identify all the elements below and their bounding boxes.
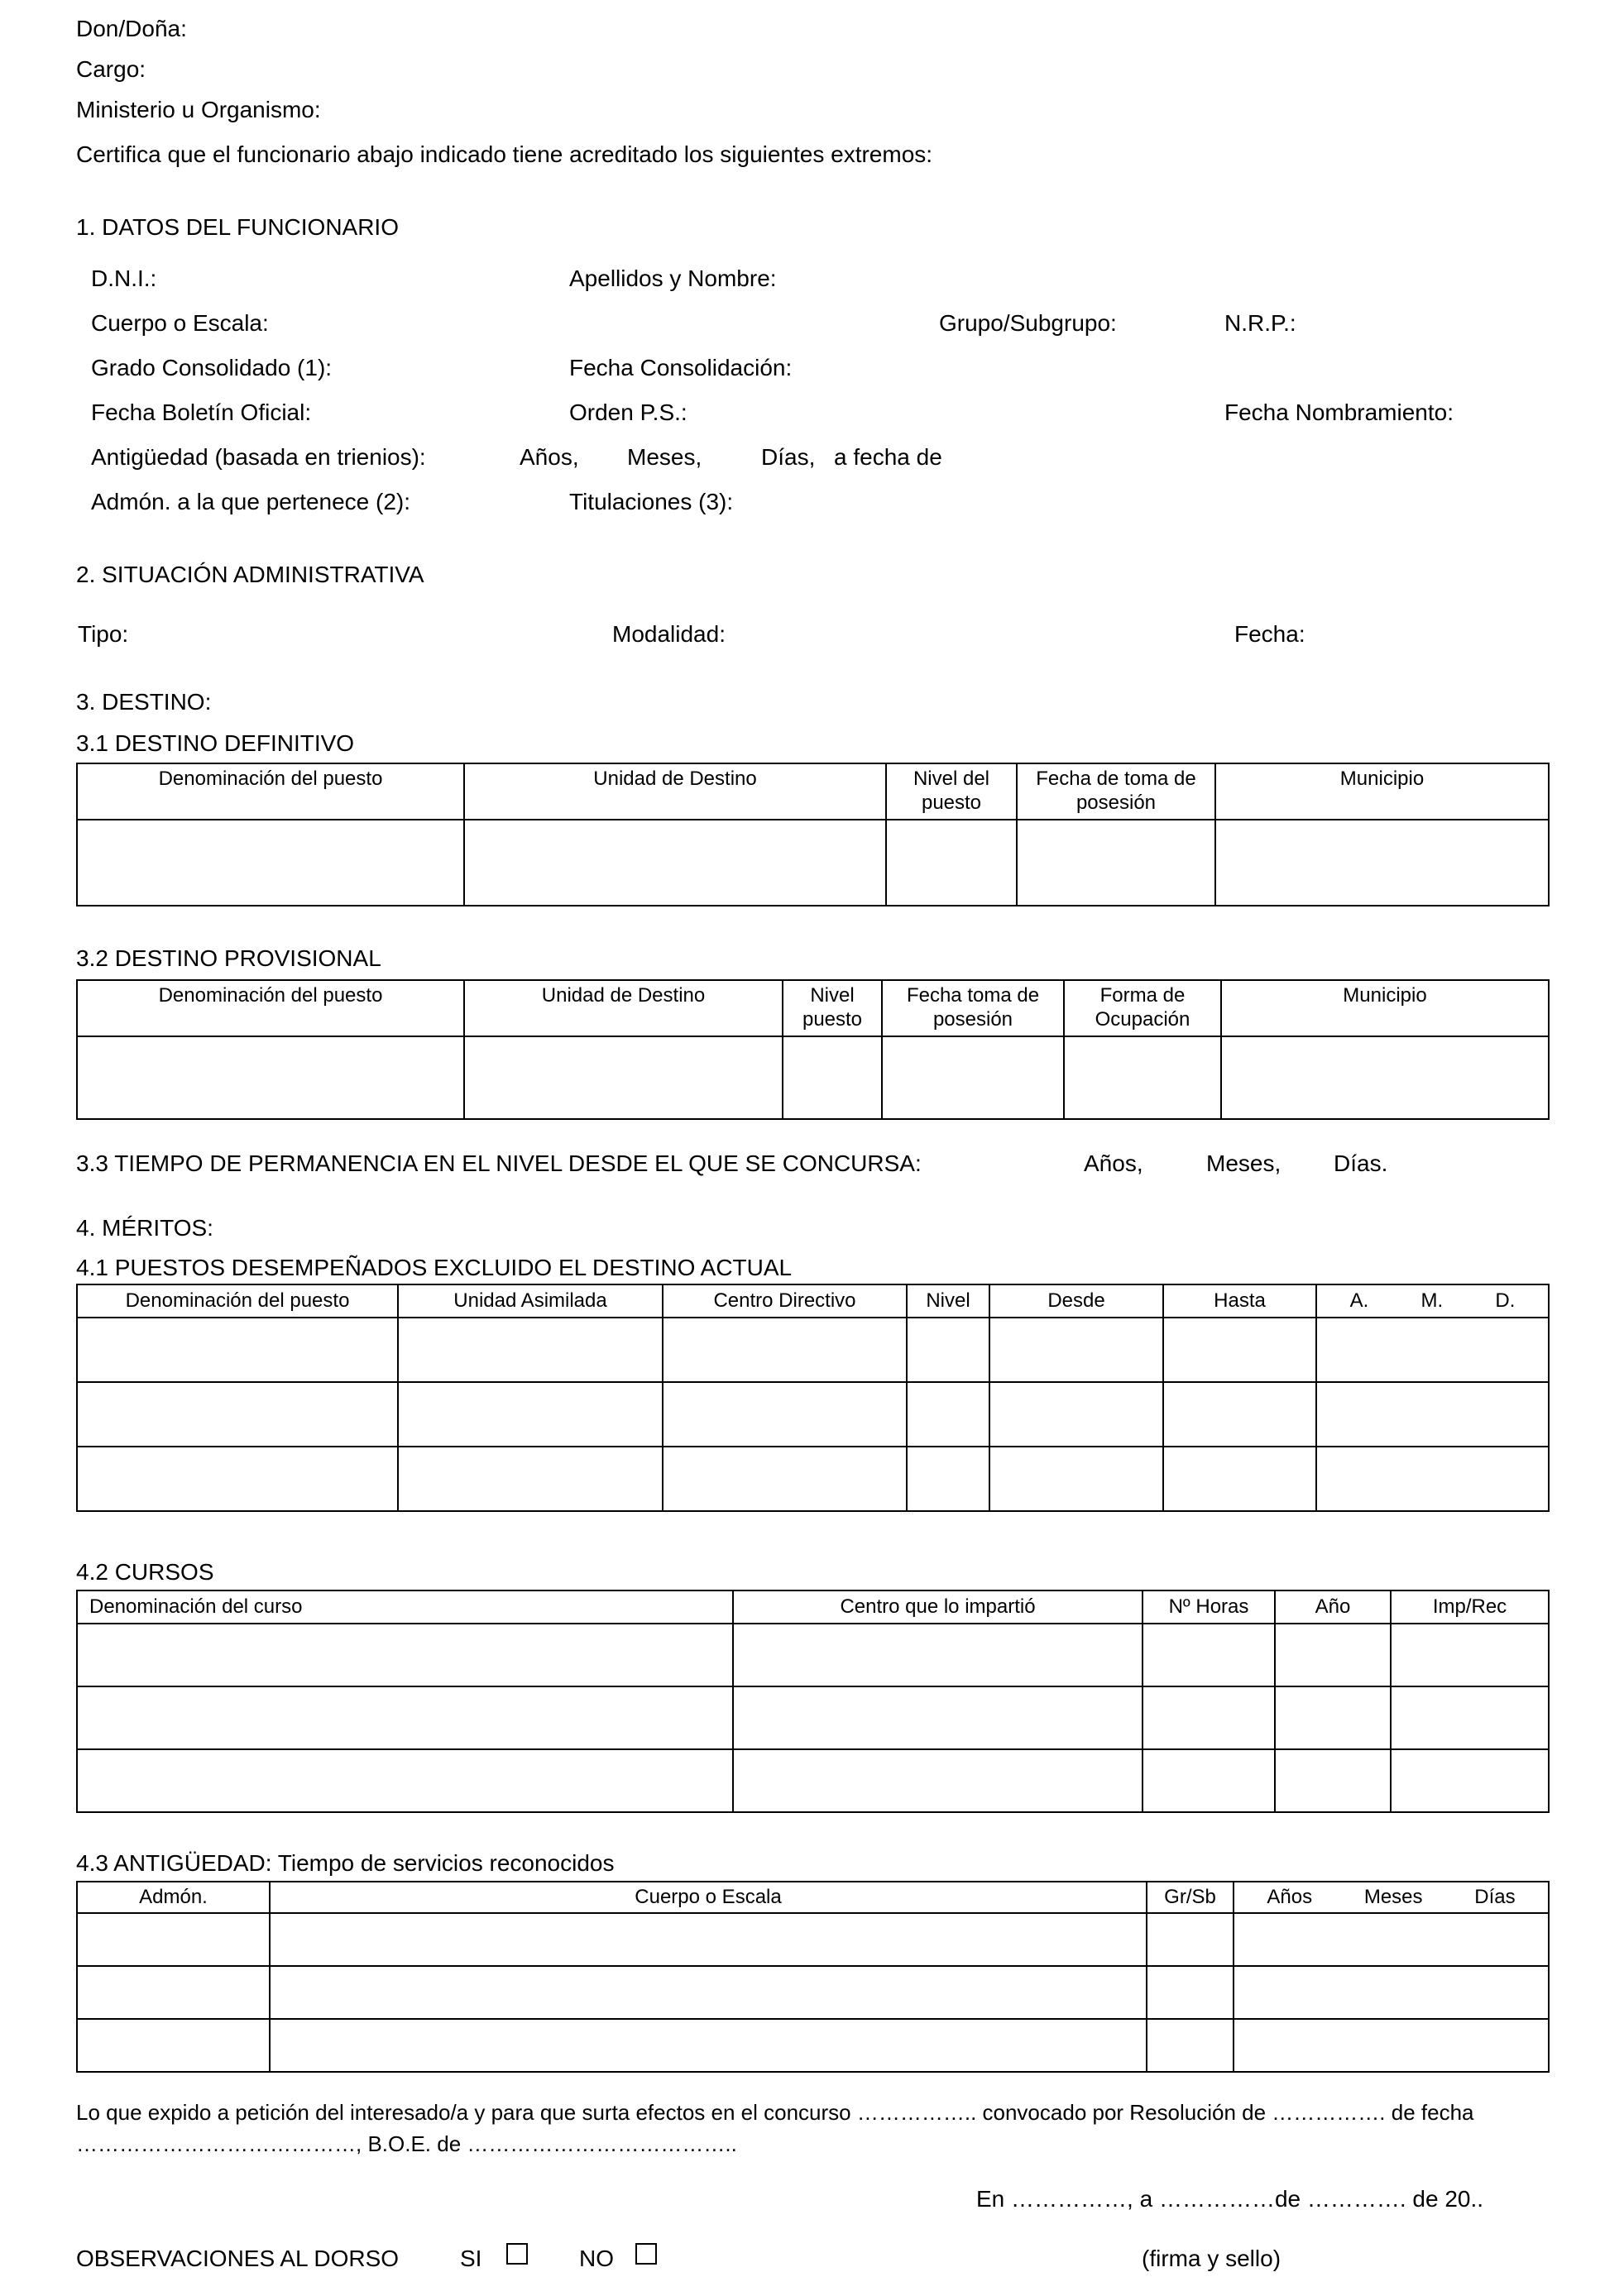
fecha-label: Fecha: xyxy=(1234,621,1305,647)
column-header-desde: Desde xyxy=(989,1284,1163,1318)
empty-cell xyxy=(1163,1447,1316,1511)
empty-cell xyxy=(77,1686,733,1749)
table-row xyxy=(77,1624,1549,1686)
meses-label: Meses, xyxy=(627,444,702,470)
a-fecha-de-label: a fecha de xyxy=(834,444,942,470)
admon-label: Admón. a la que pertenece (2): xyxy=(91,489,411,514)
column-header-forma: Forma de Ocupación xyxy=(1064,980,1221,1036)
empty-cell xyxy=(1163,1382,1316,1447)
empty-cell xyxy=(77,1966,270,2019)
empty-cell xyxy=(886,820,1017,906)
empty-cell xyxy=(77,1318,398,1382)
antiguedad-servicios-title: 4.3 ANTIGÜEDAD: Tiempo de servicios reconocidos xyxy=(76,1850,615,1876)
empty-cell xyxy=(733,1749,1143,1812)
column-header-municipio: Municipio xyxy=(1221,980,1549,1036)
empty-cell xyxy=(1275,1749,1391,1812)
grado-label: Grado Consolidado (1): xyxy=(91,355,333,380)
antiguedad-table xyxy=(76,1881,1550,2073)
empty-cell xyxy=(1316,1318,1549,1382)
empty-cell xyxy=(1316,1382,1549,1447)
firma-sello-label: (firma y sello) xyxy=(1142,2246,1281,2271)
empty-cell xyxy=(1234,2019,1549,2072)
empty-cell xyxy=(989,1382,1163,1447)
column-header-fecha-toma: Fecha de toma de posesión xyxy=(1017,763,1215,820)
column-header-unidad: Unidad de Destino xyxy=(464,980,783,1036)
nrp-label: N.R.P.: xyxy=(1224,310,1296,336)
table-row xyxy=(77,1447,1549,1511)
empty-cell xyxy=(1064,1036,1221,1119)
amd-dias: Días xyxy=(1474,1886,1516,1909)
empty-cell xyxy=(1163,1318,1316,1382)
empty-cell xyxy=(464,820,886,906)
column-header-imp-rec: Imp/Rec xyxy=(1391,1590,1549,1624)
fecha-nombramiento-label: Fecha Nombramiento: xyxy=(1224,399,1454,425)
section1-title: 1. DATOS DEL FUNCIONARIO xyxy=(76,214,399,240)
empty-cell xyxy=(398,1447,663,1511)
column-header-anos-meses-dias xyxy=(1234,1882,1549,1913)
column-header-nivel: Nivel puesto xyxy=(783,980,882,1036)
grupo-label: Grupo/Subgrupo: xyxy=(939,310,1117,336)
column-header-admon: Admón. xyxy=(77,1882,270,1913)
empty-cell xyxy=(77,1382,398,1447)
empty-cell xyxy=(1143,1749,1275,1812)
empty-cell xyxy=(270,1913,1147,1966)
amd-d: D. xyxy=(1495,1289,1516,1313)
column-header-amd xyxy=(1316,1284,1549,1318)
column-header-unidad-asimilada: Unidad Asimilada xyxy=(398,1284,663,1318)
empty-cell xyxy=(1147,1913,1234,1966)
fecha-boletin-label: Fecha Boletín Oficial: xyxy=(91,399,312,425)
empty-cell xyxy=(663,1447,907,1511)
empty-cell xyxy=(1234,1913,1549,1966)
column-header-horas: Nº Horas xyxy=(1143,1590,1275,1624)
column-header-centro-directivo: Centro Directivo xyxy=(663,1284,907,1318)
empty-cell xyxy=(1391,1686,1549,1749)
permanencia-meses: Meses, xyxy=(1206,1150,1281,1176)
column-header-fecha-toma: Fecha toma de posesión xyxy=(882,980,1064,1036)
fecha-lugar-line: En ……………, a ……………de …………. de 20.. xyxy=(976,2186,1484,2212)
si-label: SI xyxy=(460,2246,482,2271)
orden-ps-label: Orden P.S.: xyxy=(569,399,687,425)
destino-provisional-title: 3.2 DESTINO PROVISIONAL xyxy=(76,945,381,971)
destino-provisional-table xyxy=(76,979,1550,1120)
column-header-centro: Centro que lo impartió xyxy=(733,1590,1143,1624)
table-row xyxy=(77,1036,1549,1119)
column-header-nivel: Nivel del puesto xyxy=(886,763,1017,820)
empty-cell xyxy=(1275,1624,1391,1686)
empty-cell xyxy=(663,1382,907,1447)
empty-cell xyxy=(907,1447,989,1511)
amd-a: A. xyxy=(1349,1289,1369,1313)
empty-cell xyxy=(1147,1966,1234,2019)
cursos-table xyxy=(76,1590,1550,1813)
table-row xyxy=(77,1749,1549,1812)
cursos-title: 4.2 CURSOS xyxy=(76,1559,214,1585)
empty-cell xyxy=(77,1447,398,1511)
empty-cell xyxy=(989,1447,1163,1511)
empty-cell xyxy=(77,1913,270,1966)
column-header-unidad: Unidad de Destino xyxy=(464,763,886,820)
don-dona-label: Don/Doña: xyxy=(76,16,187,41)
empty-cell xyxy=(464,1036,783,1119)
permanencia-title: 3.3 TIEMPO DE PERMANENCIA EN EL NIVEL DESDE EL QUE SE CONCURSA: xyxy=(76,1150,922,1176)
empty-cell xyxy=(270,1966,1147,2019)
column-header-grsb: Gr/Sb xyxy=(1147,1882,1234,1913)
empty-cell xyxy=(1147,2019,1234,2072)
tipo-label: Tipo: xyxy=(78,621,129,647)
table-row xyxy=(77,1966,1549,2019)
table-row xyxy=(77,1318,1549,1382)
empty-cell xyxy=(77,1036,464,1119)
empty-cell xyxy=(1391,1624,1549,1686)
observaciones-label: OBSERVACIONES AL DORSO xyxy=(76,2246,400,2271)
empty-cell xyxy=(882,1036,1064,1119)
empty-cell xyxy=(1143,1624,1275,1686)
column-header-cuerpo: Cuerpo o Escala xyxy=(270,1882,1147,1913)
amd-m: M. xyxy=(1420,1289,1444,1313)
column-header-hasta: Hasta xyxy=(1163,1284,1316,1318)
empty-cell xyxy=(1234,1966,1549,2019)
cargo-label: Cargo: xyxy=(76,56,146,82)
column-header-ano: Año xyxy=(1275,1590,1391,1624)
empty-cell xyxy=(398,1318,663,1382)
empty-cell xyxy=(783,1036,882,1119)
empty-cell xyxy=(77,820,464,906)
anos-label: Años, xyxy=(520,444,579,470)
expido-paragraph: Lo que expido a petición del interesado/a y para que surta efectos en el concurso …………….. convocado por Resolución de ……………. de fecha …………………………………, B.O.E. de ……………………………….. xyxy=(76,2100,1474,2156)
fecha-consolidacion-label: Fecha Consolidación: xyxy=(569,355,793,380)
empty-cell xyxy=(907,1318,989,1382)
antiguedad-label: Antigüedad (basada en trienios): xyxy=(91,444,426,470)
si-checkbox[interactable] xyxy=(506,2243,528,2265)
destino-definitivo-table xyxy=(76,763,1550,906)
puestos-title: 4.1 PUESTOS DESEMPEÑADOS EXCLUIDO EL DESTINO ACTUAL xyxy=(76,1255,793,1280)
cuerpo-label: Cuerpo o Escala: xyxy=(91,310,269,336)
no-checkbox[interactable] xyxy=(635,2243,657,2265)
column-header-denominacion: Denominación del puesto xyxy=(77,1284,398,1318)
permanencia-anos: Años, xyxy=(1084,1150,1143,1176)
table-row xyxy=(77,820,1549,906)
empty-cell xyxy=(1316,1447,1549,1511)
amd-meses: Meses xyxy=(1363,1886,1423,1909)
empty-cell xyxy=(733,1686,1143,1749)
empty-cell xyxy=(77,2019,270,2072)
empty-cell xyxy=(1221,1036,1549,1119)
table-row xyxy=(77,2019,1549,2072)
table-row xyxy=(77,1382,1549,1447)
empty-cell xyxy=(1215,820,1549,906)
table-row xyxy=(77,1913,1549,1966)
section2-title: 2. SITUACIÓN ADMINISTRATIVA xyxy=(76,562,424,587)
empty-cell xyxy=(77,1749,733,1812)
empty-cell xyxy=(1017,820,1215,906)
column-header-denominacion: Denominación del puesto xyxy=(77,763,464,820)
empty-cell xyxy=(1391,1749,1549,1812)
apellidos-label: Apellidos y Nombre: xyxy=(569,265,777,291)
empty-cell xyxy=(907,1382,989,1447)
column-header-denominacion-curso: Denominación del curso xyxy=(77,1590,733,1624)
column-header-municipio: Municipio xyxy=(1215,763,1549,820)
dni-label: D.N.I.: xyxy=(91,265,157,291)
empty-cell xyxy=(663,1318,907,1382)
empty-cell xyxy=(77,1624,733,1686)
puestos-desempenados-table xyxy=(76,1284,1550,1512)
table-row xyxy=(77,1686,1549,1749)
dias-label: Días, xyxy=(761,444,816,470)
permanencia-dias: Días. xyxy=(1334,1150,1388,1176)
empty-cell xyxy=(1143,1686,1275,1749)
no-label: NO xyxy=(579,2246,614,2271)
column-header-nivel: Nivel xyxy=(907,1284,989,1318)
section4-title: 4. MÉRITOS: xyxy=(76,1215,213,1241)
empty-cell xyxy=(733,1624,1143,1686)
ministerio-label: Ministerio u Organismo: xyxy=(76,97,321,122)
section3-title: 3. DESTINO: xyxy=(76,689,212,715)
amd-anos: Años xyxy=(1267,1886,1313,1909)
certifica-text: Certifica que el funcionario abajo indicado tiene acreditado los siguientes extremos: xyxy=(76,141,933,167)
empty-cell xyxy=(398,1382,663,1447)
empty-cell xyxy=(1275,1686,1391,1749)
empty-cell xyxy=(989,1318,1163,1382)
empty-cell xyxy=(270,2019,1147,2072)
destino-definitivo-title: 3.1 DESTINO DEFINITIVO xyxy=(76,730,355,756)
modalidad-label: Modalidad: xyxy=(612,621,726,647)
column-header-denominacion: Denominación del puesto xyxy=(77,980,464,1036)
titulaciones-label: Titulaciones (3): xyxy=(569,489,734,514)
